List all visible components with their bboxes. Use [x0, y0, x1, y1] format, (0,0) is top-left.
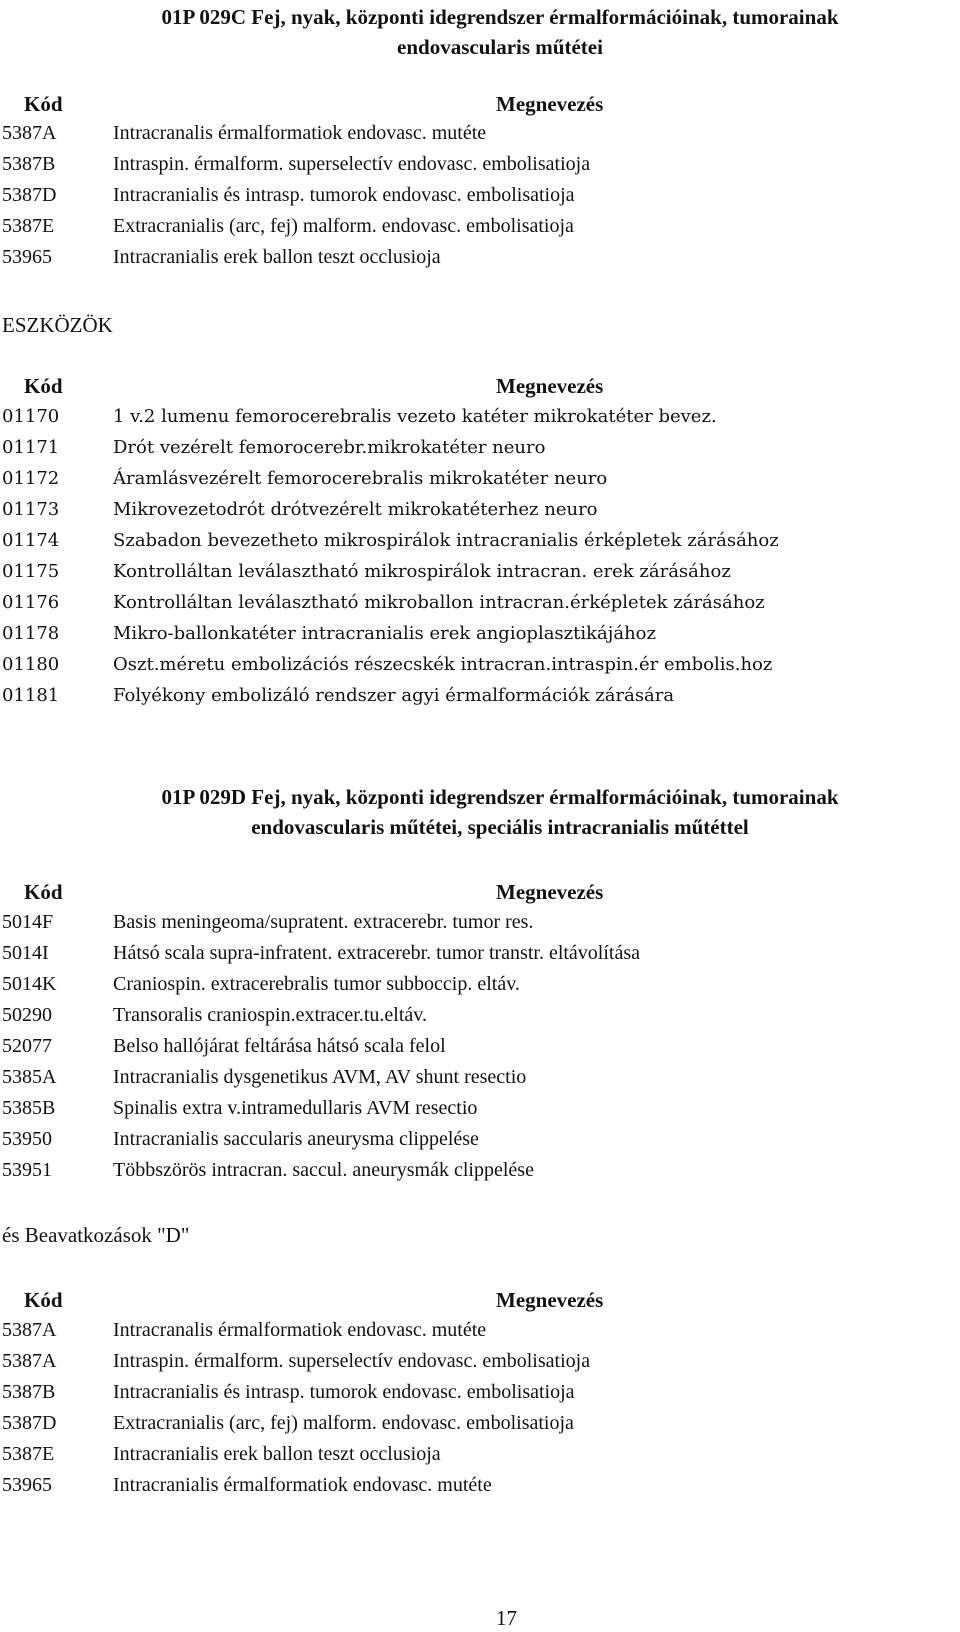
row-name: Intracranalis érmalformatiok endovasc. mutéte: [113, 1319, 487, 1341]
procedure-table-029d: [0, 907, 960, 1186]
row-name: Transoralis craniospin.extracer.tu.eltáv.: [113, 1004, 427, 1026]
table-row: [0, 1408, 960, 1439]
row-code: 01174: [2, 530, 60, 551]
row-name: Mikro-ballonkatéter intracranialis erek angioplasztikájához: [113, 623, 657, 644]
table-row: [0, 907, 960, 938]
row-code: 50290: [2, 1004, 52, 1026]
section-title-line: endovascularis műtétei: [397, 35, 603, 59]
row-code: 5387B: [2, 153, 56, 175]
name-column-header: Megnevezés: [496, 374, 604, 398]
row-code: 5387E: [2, 1443, 55, 1465]
row-name: Spinalis extra v.intramedullaris AVM resectio: [113, 1097, 478, 1119]
row-name: Többszörös intracran. saccul. aneurysmák clippelése: [113, 1159, 534, 1181]
row-code: 5387B: [2, 1381, 56, 1403]
row-code: 5385B: [2, 1097, 56, 1119]
row-code: 5014I: [2, 942, 49, 964]
row-code: 01171: [2, 437, 60, 458]
row-code: 5387E: [2, 215, 55, 237]
row-name: Intraspin. érmalform. superselectív endovasc. embolisatioja: [113, 1350, 591, 1372]
code-column-header: Kód: [24, 92, 63, 116]
row-code: 5387A: [2, 1350, 57, 1372]
section-title-line: endovascularis műtétei, speciális intracranialis műtéttel: [251, 815, 749, 839]
row-code: 01176: [2, 592, 60, 613]
table-row: [0, 587, 960, 618]
row-code: 01178: [2, 623, 60, 644]
table-row: [0, 463, 960, 494]
table-row: [0, 432, 960, 463]
code-column-header: Kód: [24, 374, 63, 398]
table-row: [0, 1439, 960, 1470]
row-name: Extracranialis (arc, fej) malform. endovasc. embolisatioja: [113, 1412, 574, 1434]
section-title-line: 01P 029C Fej, nyak, központi idegrendszer érmalformációinak, tumorainak: [161, 5, 839, 29]
table-row: [0, 938, 960, 969]
code-column-header: Kód: [24, 880, 63, 904]
row-name: Craniospin. extracerebralis tumor subboccip. eltáv.: [113, 973, 520, 995]
row-code: 01172: [2, 468, 60, 489]
row-code: 5385A: [2, 1066, 57, 1088]
row-code: 53965: [2, 1474, 52, 1496]
row-name: Basis meningeoma/supratent. extracerebr. tumor res.: [113, 911, 534, 933]
table-row: [0, 149, 960, 180]
row-name: Intracranialis érmalformatiok endovasc. mutéte: [113, 1474, 492, 1496]
section-title-029d: [40, 782, 960, 842]
table-row: [0, 525, 960, 556]
row-code: 53951: [2, 1159, 52, 1181]
table-row: [0, 1315, 960, 1346]
row-name: Kontrolláltan leválasztható mikroballon intracran.érképletek zárásához: [113, 592, 765, 613]
section-title-line: 01P 029D Fej, nyak, központi idegrendszer érmalformációinak, tumorainak: [161, 785, 839, 809]
row-name: Intracranialis és intrasp. tumorok endovasc. embolisatioja: [113, 184, 575, 206]
row-name: Kontrolláltan leválasztható mikrospirálok intracran. erek zárásához: [113, 561, 731, 582]
code-column-header: Kód: [24, 1288, 63, 1312]
table-row: [0, 618, 960, 649]
row-code: 52077: [2, 1035, 52, 1057]
row-code: 01181: [2, 685, 60, 706]
row-name: Intracranialis erek ballon teszt occlusioja: [113, 1443, 441, 1465]
row-name: Hátsó scala supra-infratent. extracerebr. tumor transtr. eltávolítása: [113, 942, 641, 964]
table-row: [0, 494, 960, 525]
section-title-029c: [40, 2, 960, 62]
row-code: 53965: [2, 246, 52, 268]
table-row: [0, 1155, 960, 1186]
row-name: Szabadon bevezetheto mikrospirálok intracranialis érképletek zárásához: [113, 530, 779, 551]
row-name: Áramlásvezérelt femorocerebralis mikrokatéter neuro: [113, 468, 608, 489]
table-row: [0, 680, 960, 711]
table-row: [0, 969, 960, 1000]
table-header: [0, 1285, 960, 1315]
table-header: [0, 89, 960, 119]
row-code: 5387D: [2, 1412, 57, 1434]
procedure-table-029c: [0, 118, 960, 273]
table-row: [0, 1031, 960, 1062]
name-column-header: Megnevezés: [496, 880, 604, 904]
row-code: 5387A: [2, 1319, 57, 1341]
row-name: Intracranialis és intrasp. tumorok endovasc. embolisatioja: [113, 1381, 575, 1403]
interventions-heading: és Beavatkozások "D": [2, 1223, 190, 1247]
row-code: 5014K: [2, 973, 57, 995]
row-name: Belso hallójárat feltárása hátsó scala felol: [113, 1035, 446, 1057]
table-row: [0, 1093, 960, 1124]
row-code: 01170: [2, 406, 60, 427]
row-code: 01180: [2, 654, 60, 675]
row-name: Mikrovezetodrót drótvezérelt mikrokatéterhez neuro: [113, 499, 598, 520]
row-name: Drót vezérelt femorocerebr.mikrokatéter neuro: [113, 437, 546, 458]
page-number: 17: [496, 1606, 517, 1630]
table-row: [0, 242, 960, 273]
tools-table: [0, 401, 960, 711]
table-header: [0, 371, 960, 401]
table-row: [0, 1346, 960, 1377]
table-row: [0, 211, 960, 242]
row-name: Intracranialis dysgenetikus AVM, AV shunt resectio: [113, 1066, 527, 1088]
table-row: [0, 1124, 960, 1155]
row-name: Folyékony embolizáló rendszer agyi érmalformációk zárására: [113, 685, 675, 706]
interventions-table: [0, 1315, 960, 1501]
row-code: 5387D: [2, 184, 57, 206]
row-name: Intracranalis érmalformatiok endovasc. mutéte: [113, 122, 487, 144]
table-row: [0, 1062, 960, 1093]
table-row: [0, 180, 960, 211]
row-name: Oszt.méretu embolizációs részecskék intracran.intraspin.ér embolis.hoz: [113, 654, 773, 675]
table-row: [0, 556, 960, 587]
table-row: [0, 1377, 960, 1408]
row-code: 01175: [2, 561, 60, 582]
row-name: Intraspin. érmalform. superselectív endovasc. embolisatioja: [113, 153, 591, 175]
row-name: Extracranialis (arc, fej) malform. endovasc. embolisatioja: [113, 215, 574, 237]
tools-heading: ESZKÖZÖK: [2, 313, 113, 337]
row-code: 53950: [2, 1128, 52, 1150]
table-header: [0, 877, 960, 907]
row-name: Intracranialis erek ballon teszt occlusioja: [113, 246, 441, 268]
row-name: Intracranialis saccularis aneurysma clippelése: [113, 1128, 479, 1150]
row-name: 1 v.2 lumenu femorocerebralis vezeto katéter mikrokatéter bevez.: [113, 406, 717, 427]
name-column-header: Megnevezés: [496, 1288, 604, 1312]
table-row: [0, 1470, 960, 1501]
row-code: 5014F: [2, 911, 54, 933]
row-code: 5387A: [2, 122, 57, 144]
row-code: 01173: [2, 499, 60, 520]
table-row: [0, 118, 960, 149]
table-row: [0, 401, 960, 432]
table-row: [0, 1000, 960, 1031]
table-row: [0, 649, 960, 680]
name-column-header: Megnevezés: [496, 92, 604, 116]
